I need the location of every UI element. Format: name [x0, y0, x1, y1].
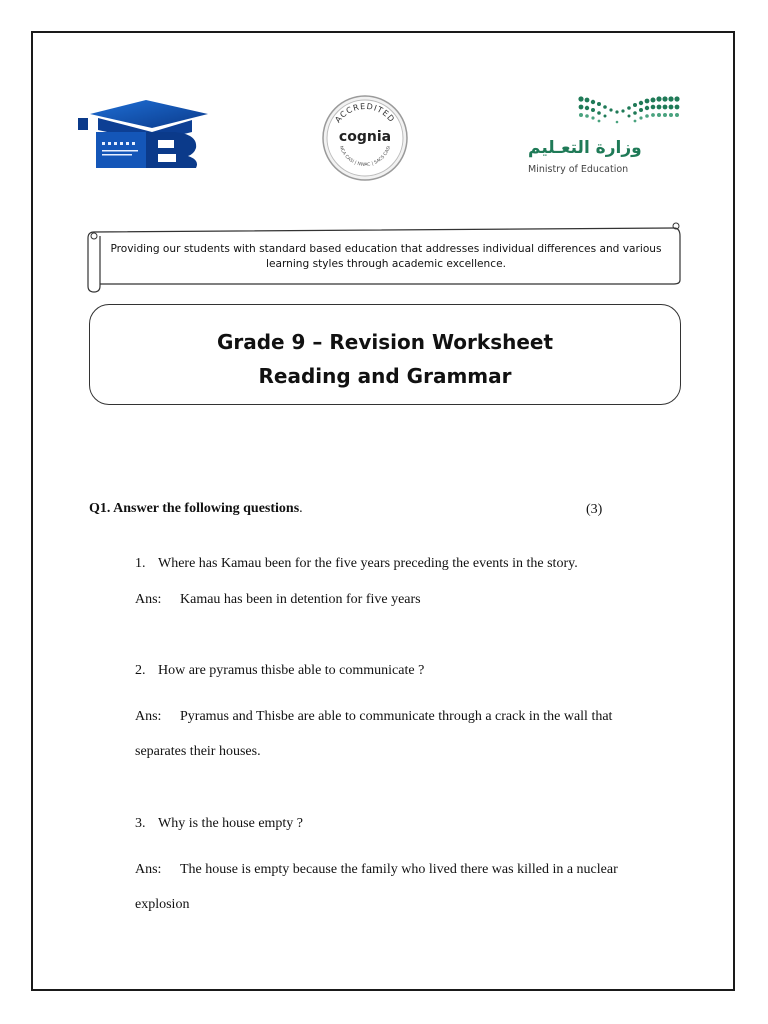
- answer-label: Ans:: [135, 709, 162, 724]
- ministry-logo: [520, 94, 682, 178]
- ministry-dots-icon: [520, 94, 682, 134]
- answer-3: [135, 862, 618, 878]
- answer-text: The house is empty because the family who lived there was killed in a nuclear: [180, 862, 618, 877]
- answer-1: [135, 592, 421, 608]
- title-box: [89, 304, 681, 405]
- section-heading-period: .: [299, 501, 303, 516]
- answer-text: Kamau has been in detention for five years: [180, 592, 421, 607]
- ministry-name-english: Ministry of Education: [528, 164, 629, 175]
- question-number: 2.: [135, 663, 146, 678]
- answer-label: Ans:: [135, 592, 162, 607]
- question-text: Where has Kamau been for the five years preceding the events in the story.: [158, 556, 578, 571]
- section-marks: (3): [586, 502, 603, 517]
- question-number: 3.: [135, 816, 146, 831]
- answer-label: Ans:: [135, 862, 162, 877]
- answer-text: Pyramus and Thisbe are able to communicate through a crack in the wall that: [180, 709, 613, 724]
- cognia-ring-bottom: NCA CASI | NWAC | SACS CASI: [337, 145, 393, 168]
- answer-2: [135, 709, 612, 725]
- cognia-ring-top: ACCREDITED: [333, 101, 397, 125]
- section-heading-text: Q1. Answer the following questions: [89, 501, 300, 516]
- worksheet-subtitle: Reading and Grammar: [258, 364, 512, 388]
- question-2: [135, 663, 424, 679]
- worksheet-title: Grade 9 – Revision Worksheet: [216, 330, 554, 354]
- cognia-name: cognia: [338, 129, 392, 145]
- answer-3-continued: explosion: [135, 897, 190, 912]
- school-logo: [76, 96, 210, 172]
- question-1: [135, 556, 578, 572]
- cognia-seal: [318, 95, 412, 181]
- section-heading: [89, 501, 303, 517]
- question-number: 1.: [135, 556, 146, 571]
- mission-statement: Providing our students with standard based education that addresses individual differences and various learning styles through academic excellence.: [110, 243, 662, 270]
- answer-2-continued: separates their houses.: [135, 744, 261, 759]
- question-text: Why is the house empty ?: [158, 816, 304, 831]
- ministry-name-arabic: وزارة التعـليم: [528, 138, 642, 158]
- question-3: [135, 816, 303, 832]
- question-text: How are pyramus thisbe able to communicate ?: [158, 663, 425, 678]
